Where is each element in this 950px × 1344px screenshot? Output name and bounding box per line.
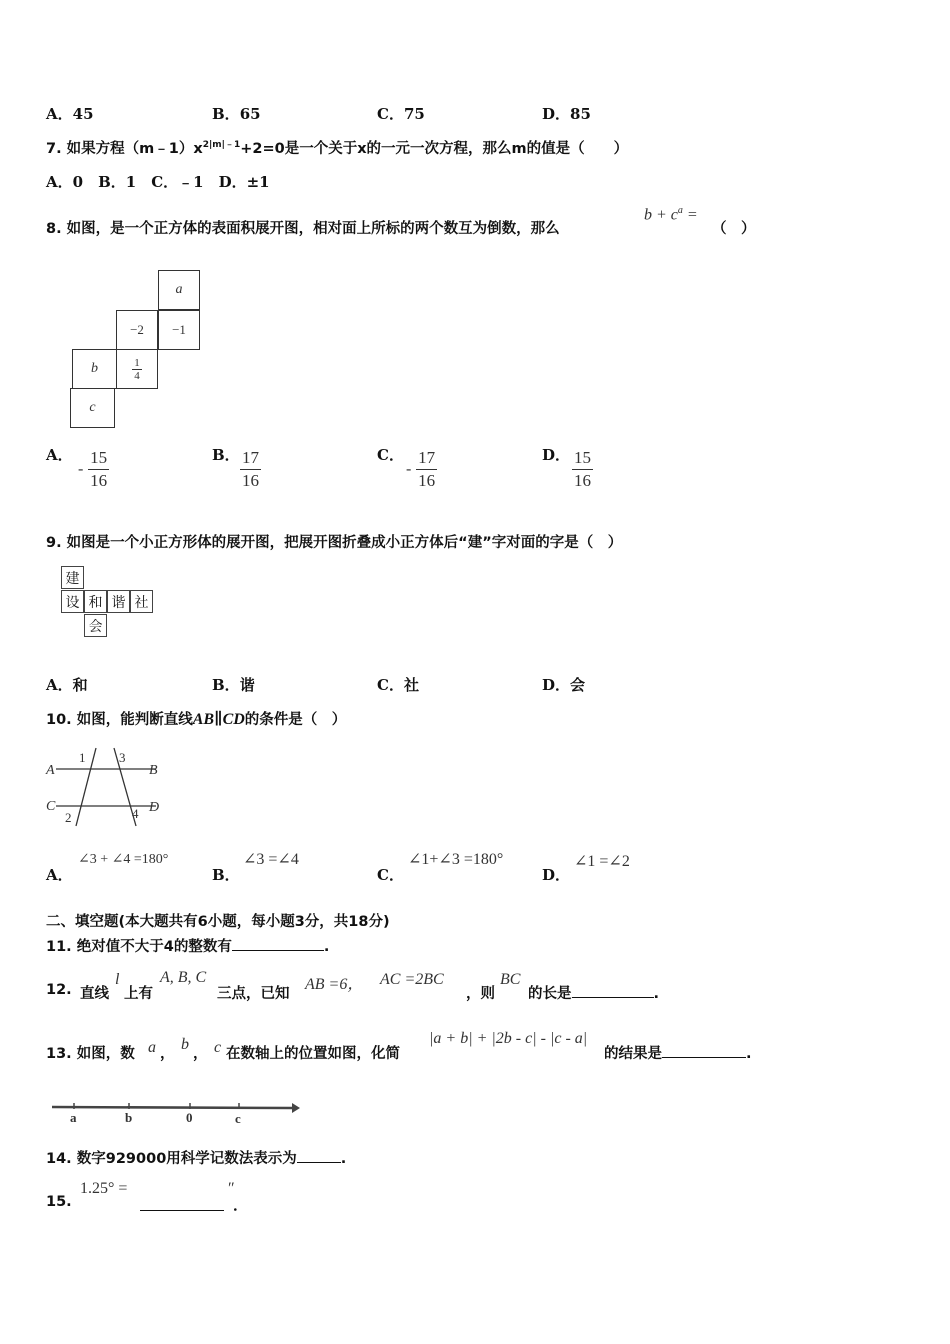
q15-answer (140, 1194, 224, 1215)
q6-option-c: C．75 (377, 105, 425, 123)
q8-stem: 8. 如图，是一个正方体的表面积展开图，相对面上所标的两个数互为倒数，那么 (46, 221, 560, 237)
net-cell-hui: 会 (84, 614, 107, 637)
q10-option-c-letter: C． (377, 866, 404, 884)
label-d: D (149, 800, 160, 815)
q9-option-b: B．谐 (212, 676, 255, 694)
net-face-a: a (158, 270, 200, 310)
q15-number: 15. (46, 1194, 72, 1210)
q14-stem: 14. 数字929000用科学记数法表示为 . (46, 1151, 347, 1167)
q13-m3: c (214, 1039, 222, 1056)
q13-s1: ， (160, 1046, 175, 1062)
q11-answer-blank[interactable] (232, 950, 324, 951)
q10-option-d-letter: D． (542, 866, 571, 884)
q12-m2: A, B, C (160, 969, 207, 986)
net-face-quarter: $\frac{1}{4}$ (116, 349, 158, 389)
label-c: C (46, 799, 56, 814)
q13-number-line (48, 1096, 304, 1126)
q6-option-d: D．85 (542, 105, 591, 123)
axis-line (52, 1107, 292, 1108)
q13-t2: 在数轴上的位置如图，化简 (226, 1046, 400, 1062)
net-face-minus1: −1 (158, 310, 200, 350)
q11-stem: 11. 绝对值不大于4的整数有 . (46, 939, 330, 955)
axis-label-a: a (70, 1110, 77, 1125)
q6-option-b: B．65 (212, 105, 261, 123)
axis-label-c: c (235, 1111, 241, 1126)
q12-t3: 三点，已知 (217, 986, 290, 1002)
q15-answer-blank[interactable] (140, 1194, 224, 1211)
section-title: 二、填空题(本大题共有6小题，每小题3分，共18分) (46, 914, 390, 930)
q15-end: ． (233, 1196, 249, 1214)
axis-arrow (292, 1103, 300, 1113)
net-cell-xie: 谐 (107, 590, 130, 613)
q8-expression: $b + c^a$ = (644, 205, 698, 224)
q9-stem: 9. 如图是一个小正方形体的展开图，把展开图折叠成小正方体后“建”字对面的字是（ ） (46, 535, 623, 551)
net-cell-sheh: 社 (130, 590, 153, 613)
q12-t2: 上有 (124, 986, 153, 1002)
q8-option-d: D． (542, 446, 571, 464)
q8-option-a: A． (46, 446, 73, 464)
q12-m1: l (115, 971, 120, 988)
q12-t5: 的长是 . (528, 986, 660, 1002)
label-a: A (46, 763, 55, 778)
q14-answer-blank[interactable] (297, 1162, 341, 1163)
q8-option-b: B． (212, 446, 240, 464)
q12-number: 12. (46, 982, 72, 998)
q8-option-d-value: $\frac{15}{16}$ (574, 448, 591, 490)
q12-m3: AB =6， (305, 976, 364, 993)
q12-answer-blank[interactable] (572, 997, 654, 998)
q13-answer-blank[interactable] (662, 1057, 746, 1058)
label-b: B (149, 763, 158, 778)
angle-2: 2 (65, 810, 72, 825)
q13-expression: |a + b| + |2b - c| - |c - a| (429, 1030, 588, 1047)
q7-options: A．0 B．1 C．﹣1 D．±1 (46, 173, 270, 191)
angle-3: 3 (119, 750, 126, 765)
q8-option-a-value: - $\frac{15}{16}$ (78, 448, 108, 490)
net-face-b: b (72, 349, 117, 389)
q8-paren: （ ） (712, 221, 756, 237)
q15-value: 1.25° = (80, 1180, 128, 1197)
q10-option-a-letter: A． (46, 866, 73, 884)
q12-t1: 直线 (80, 986, 109, 1002)
q10-option-c-value: ∠1+∠3 =180° (408, 851, 504, 868)
q15-unit: ″ (228, 1180, 235, 1197)
q12-t4: ，则 (466, 986, 495, 1002)
axis-label-0: 0 (186, 1110, 193, 1125)
net-cell-jian: 建 (61, 566, 84, 589)
q10-stem: 10. 如图，能判断直线AB∥CD的条件是（ ） (46, 711, 347, 728)
angle-4: 4 (132, 806, 139, 821)
net-cell-he: 和 (84, 590, 107, 613)
q10-figure (44, 744, 168, 828)
q6-option-a: A．45 (46, 105, 94, 123)
q13-stem-a: 13. 如图，数 (46, 1046, 135, 1062)
q9-option-a: A．和 (46, 676, 88, 694)
q8-option-c: C． (377, 446, 404, 464)
q13-t3: 的结果是 . (604, 1046, 752, 1062)
q13-m1: a (148, 1039, 156, 1056)
q8-option-b-value: $\frac{17}{16}$ (242, 448, 259, 490)
net-cell-she: 设 (61, 590, 84, 613)
q12-m4: AC =2BC (380, 971, 444, 988)
q10-option-a-value: ∠3 + ∠4 =180° (78, 852, 169, 867)
q8-option-c-value: - $\frac{17}{16}$ (406, 448, 436, 490)
q10-option-b-value: ∠3 =∠4 (243, 851, 299, 868)
q12-m5: BC (500, 971, 521, 988)
angle-1: 1 (79, 750, 86, 765)
q13-m2: b (181, 1036, 189, 1053)
q9-option-d: D．会 (542, 676, 586, 694)
net-face-c: c (70, 388, 115, 428)
q10-option-b-letter: B． (212, 866, 240, 884)
net-face-minus2: −2 (116, 310, 158, 350)
axis-label-b: b (125, 1110, 133, 1125)
q13-s2: ， (193, 1046, 208, 1062)
q10-option-d-value: ∠1 =∠2 (574, 853, 630, 870)
q9-option-c: C．社 (377, 676, 419, 694)
q7-stem: 7. 如果方程$(m﹣1)x^{2|m|﹣1}+2=0$是一个关于x的一元一次方程，那么m的值是（ ） (46, 140, 629, 157)
